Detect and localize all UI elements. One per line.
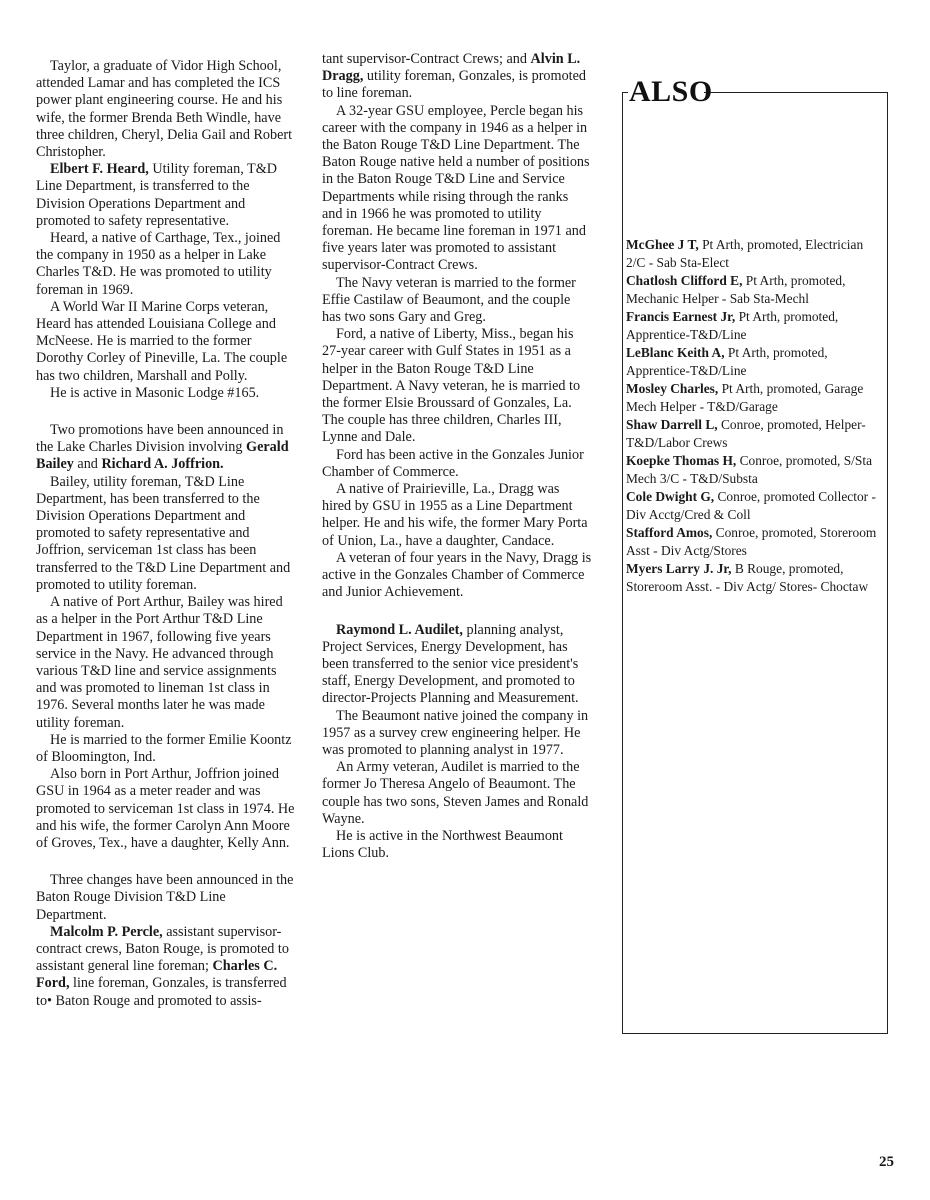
also-list-item <box>626 524 884 560</box>
person-name: Richard A. Joffrion. <box>101 456 224 473</box>
paragraph-text: planning analyst, Project Services, Energy Development, has been transferred to the senior vice president's staff, Energy Development, and promoted to director-Projects Planning and Measurement. <box>322 621 579 707</box>
paragraph-text: Two promotions have been announced in the Lake Charles Division involving <box>36 422 284 456</box>
paragraph: An Army veteran, Audilet is married to the former Jo Theresa Angelo of Beaumont. The couple has two sons, Steven James and Ronald Wayne. <box>322 759 589 827</box>
employee-name: Mosley Charles, <box>626 381 719 396</box>
also-list-item <box>626 488 884 524</box>
also-box-top-rule <box>622 92 628 93</box>
promotion-detail: Conroe, promoted Collector - Div Acctg/Cred & Coll <box>626 489 876 522</box>
person-name: Malcolm P. Percle, <box>50 923 163 940</box>
employee-name: McGhee J T, <box>626 237 699 252</box>
also-promotion-list <box>626 236 884 596</box>
also-list-item <box>626 416 884 452</box>
paragraph: He is active in Masonic Lodge #165. <box>50 384 260 401</box>
paragraph <box>322 622 592 708</box>
also-list-item <box>626 452 884 488</box>
person-name: Elbert F. Heard, <box>50 161 149 178</box>
employee-name: Koepke Thomas H, <box>626 453 737 468</box>
paragraph: Taylor, a graduate of Vidor High School, attended Lamar and has completed the ICS power plant engineering course. He and his wife, the former Brenda Beth Windle, have three children, Cheryl, Delia Gail and Robert Christopher. <box>36 58 293 161</box>
paragraph: Ford, a native of Liberty, Miss., began his 27-year career with Gulf States in 1951 as a helper in the Baton Rouge T&D Line Department. A Navy veteran, he is married to the former Elsie Broussard of Gonzales, La. The couple has three children, Charles III, Lynne and Dale. <box>322 326 581 446</box>
person-name: Charles C. Ford, <box>36 958 278 992</box>
person-name: Gerald Bailey <box>36 439 289 473</box>
promotion-detail: Conroe, promoted, Storeroom Asst - Div Actg/Stores <box>626 525 877 558</box>
promotion-detail: B Rouge, promoted, Storeroom Asst. - Div Actg/ Stores- Choctaw <box>626 561 869 594</box>
also-list-item <box>626 560 884 596</box>
paragraph: Ford has been active in the Gonzales Junior Chamber of Commerce. <box>322 446 584 480</box>
employee-name: Myers Larry J. Jr, <box>626 561 732 576</box>
paragraph: Three changes have been announced in the Baton Rouge Division T&D Line Department. <box>36 872 294 923</box>
page-number: 25 <box>879 1154 894 1170</box>
employee-name: Cole Dwight G, <box>626 489 715 504</box>
paragraph: A World War II Marine Corps veteran, Heard has attended Louisiana College and McNeese. He is married to the former Dorothy Corley of Pineville, La. The couple has two children, Marshall and Polly. <box>36 298 288 384</box>
also-heading: ALSO <box>629 75 713 108</box>
paragraph-text: line foreman, Gonzales, is transferred to• Baton Rouge and promoted to assis- <box>36 975 287 1009</box>
promotion-detail: Conroe, promoted, Helper-T&D/Labor Crews <box>626 417 866 450</box>
paragraph <box>36 924 298 1010</box>
paragraph-text: assistant supervisor-contract crews, Baton Rouge, is promoted to assistant general line foreman; <box>36 923 289 975</box>
promotion-detail: Conroe, promoted, S/Sta Mech 3/C - T&D/Substa <box>626 453 873 486</box>
article-column-2 <box>322 51 592 862</box>
employee-name: Shaw Darrell L, <box>626 417 718 432</box>
paragraph: A veteran of four years in the Navy, Dragg is active in the Gonzales Chamber of Commerce and Junior Achievement. <box>322 549 592 601</box>
employee-name: Chatlosh Clifford E, <box>626 273 743 288</box>
person-name: Raymond L. Audilet, <box>336 621 463 638</box>
also-list-item <box>626 380 884 416</box>
article-column-1 <box>36 58 298 1010</box>
promotion-detail: Pt Arth, promoted, Mechanic Helper - Sab Sta-Mechl <box>626 273 846 306</box>
promotion-detail: Pt Arth, promoted, Apprentice-T&D/Line <box>626 309 839 342</box>
paragraph: A native of Port Arthur, Bailey was hired as a helper in the Port Arthur T&D Line Department in 1967, following five years service in the Navy. He advanced through various T&D line and service assignments and was promoted to lineman 1st class in 1976. Several months later he was made utility foreman. <box>36 594 283 731</box>
also-list-item <box>626 236 884 272</box>
employee-name: Francis Earnest Jr, <box>626 309 736 324</box>
paragraph: Heard, a native of Carthage, Tex., joined the company in 1950 as a helper in Lake Charles T&D. He was promoted to utility foreman in 1969. <box>36 230 281 298</box>
paragraph <box>36 422 298 474</box>
paragraph <box>36 161 298 230</box>
employee-name: Stafford Amos, <box>626 525 713 540</box>
paragraph-text: and <box>73 456 102 473</box>
paragraph: Bailey, utility foreman, T&D Line Department, has been transferred to the Division Operations Department and promoted to safety representative and Joffrion, serviceman 1st class has been transferred to the T&D Line Department and promoted to utility foreman. <box>36 473 291 593</box>
paragraph-text: Utility foreman, T&D Line Department, is transferred to the Division Operations Department and promoted to safety representative. <box>36 161 277 229</box>
paragraph <box>322 51 592 103</box>
paragraph: He is married to the former Emilie Koontz of Bloomington, Ind. <box>36 731 292 765</box>
paragraph: The Navy veteran is married to the former Effie Castilaw of Beaumont, and the couple has two sons Gary and Greg. <box>322 274 576 326</box>
also-list-item <box>626 344 884 380</box>
paragraph: He is active in the Northwest Beaumont Lions Club. <box>322 827 563 862</box>
also-list-item <box>626 272 884 308</box>
person-name: Alvin L. Dragg, <box>322 51 581 85</box>
paragraph: The Beaumont native joined the company in 1957 as a survey crew engineering helper. He was promoted to planning analyst in 1977. <box>322 707 589 758</box>
promotion-detail: Pt Arth, promoted, Apprentice-T&D/Line <box>626 345 828 378</box>
paragraph: Also born in Port Arthur, Joffrion joined GSU in 1964 as a meter reader and was promoted to serviceman 1st class in 1974. He and his wife, the former Carolyn Ann Moore of Groves, Tex., have a daughter, Kelly Ann. <box>36 766 295 851</box>
promotion-detail: Pt Arth, promoted, Electrician 2/C - Sab Sta-Elect <box>626 237 864 270</box>
paragraph: A native of Prairieville, La., Dragg was hired by GSU in 1955 as a Line Department helper. He and his wife, the former Mary Porta of Union, La., have a daughter, Candace. <box>322 481 588 549</box>
paragraph-text: utility foreman, Gonzales, is promoted to line foreman. <box>322 68 586 102</box>
paragraph-text: tant supervisor-Contract Crews; and <box>322 51 531 67</box>
also-list-item <box>626 308 884 344</box>
also-box-top-rule <box>704 92 888 93</box>
paragraph: A 32-year GSU employee, Percle began his career with the company in 1946 as a helper in the Baton Rouge T&D Line Department. The Baton Rouge native held a number of positions in the Baton Rouge T&D Line and Service Departments while rising through the ranks and in 1966 he was promoted to utility foreman. He became line foreman in 1971 and five years later was promoted to assistant supervisor-Contract Crews. <box>322 102 590 274</box>
promotion-detail: Pt Arth, promoted, Garage Mech Helper - T&D/Garage <box>626 381 864 414</box>
employee-name: LeBlanc Keith A, <box>626 345 725 360</box>
